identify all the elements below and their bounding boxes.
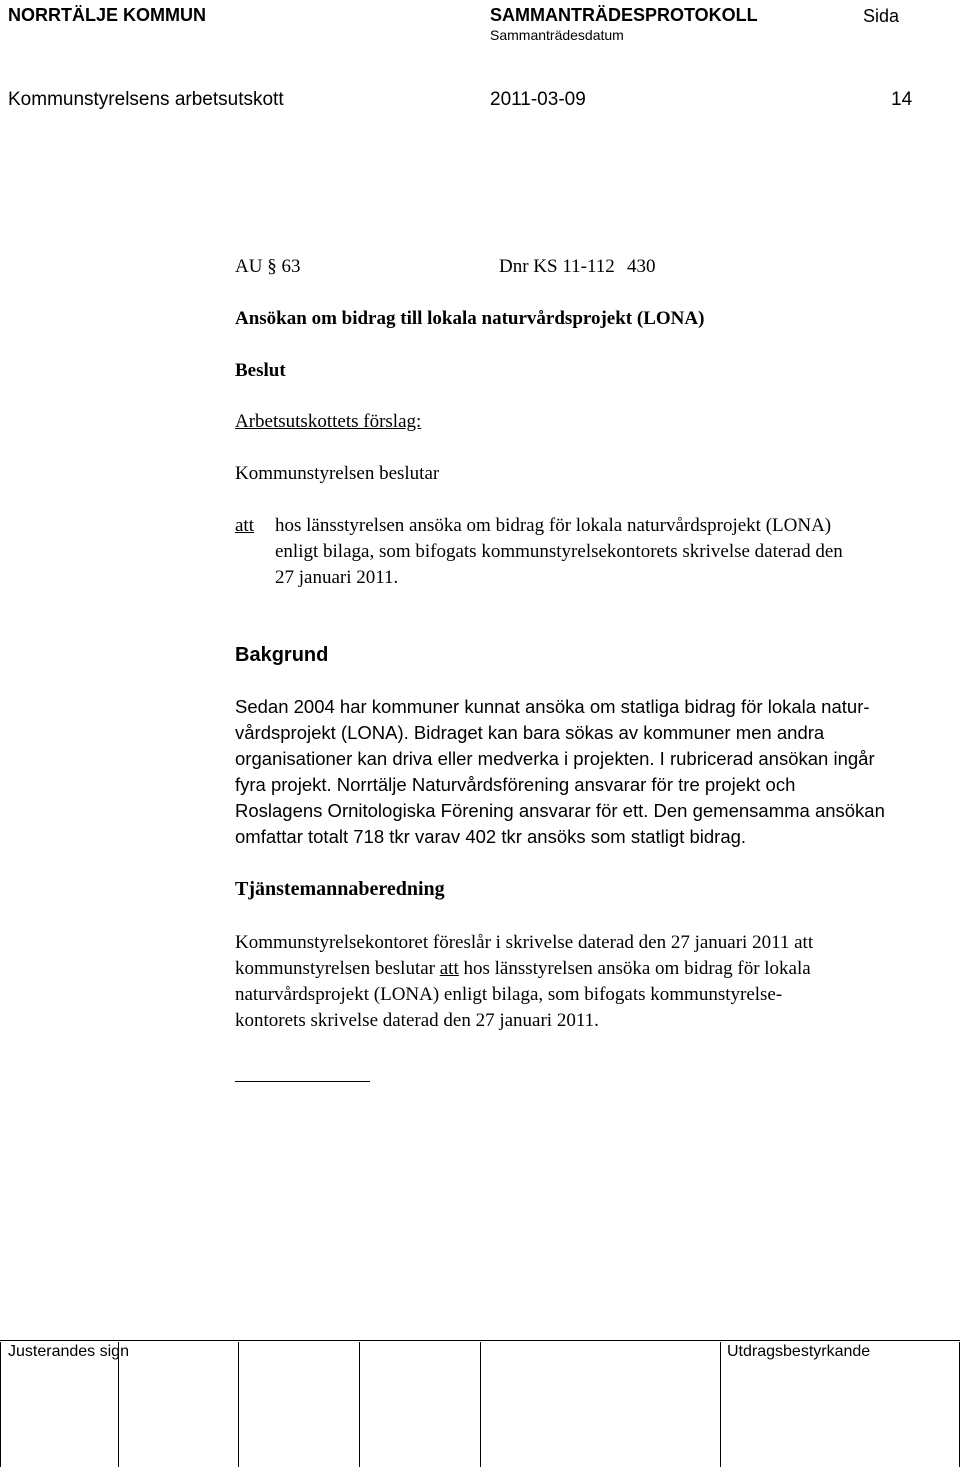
footer-divider	[118, 1342, 119, 1467]
background-text	[235, 694, 935, 850]
signature-label: Justerandes sign	[8, 1343, 129, 1360]
decision-line: enligt bilaga, som bifogats kommunstyrelsekontorets skrivelse daterad den	[275, 541, 843, 562]
separator-line	[235, 1081, 370, 1082]
footer-divider	[480, 1342, 481, 1467]
preparation-line: kontorets skrivelse daterad den 27 januari 2011.	[235, 1010, 599, 1031]
preparation-line	[235, 956, 935, 982]
decision-line: hos länsstyrelsen ansöka om bidrag för lokala naturvårdsprojekt (LONA)	[275, 515, 832, 536]
att-marker: att	[235, 515, 254, 536]
item-title: Ansökan om bidrag till lokala naturvårdsprojekt (LONA)	[235, 308, 705, 329]
background-line: omfattar totalt 718 tkr varav 402 tkr ansöks som statligt bidrag.	[235, 826, 747, 847]
decision-line: 27 januari 2011.	[275, 567, 399, 588]
footer-divider	[359, 1342, 360, 1467]
proposal-heading: Arbetsutskottets förslag:	[235, 411, 422, 432]
background-line: organisationer kan driva eller medverka i projekten. I rubricerad ansökan ingår	[235, 748, 875, 769]
background-line: fyra projekt. Norrtälje Naturvårdsförening ansvarar för tre projekt och	[235, 774, 796, 795]
footer-top-border	[0, 1340, 960, 1341]
paragraph-prefix: AU	[235, 256, 263, 277]
meeting-date-label: Sammanträdesdatum	[490, 27, 624, 43]
protocol-title: SAMMANTRÄDESPROTOKOLL	[490, 5, 758, 25]
footer-left-border	[0, 1342, 1, 1467]
footer-divider	[720, 1342, 721, 1467]
page-label: Sida	[863, 6, 900, 26]
decision-statement: Kommunstyrelsen beslutar	[235, 463, 440, 484]
preparation-line: naturvårdsprojekt (LONA) enligt bilaga, som bifogats kommunstyrelse-	[235, 984, 783, 1005]
page-number: 14	[891, 89, 913, 110]
paragraph-number	[235, 254, 300, 280]
section-symbol: §	[267, 256, 277, 277]
background-line: Sedan 2004 har kommuner kunnat ansöka om statliga bidrag för lokala natur-	[235, 696, 870, 717]
case-code: 430	[627, 256, 656, 277]
case-number: Dnr KS 11-112	[499, 256, 615, 277]
background-line: Roslagens Ornitologiska Förening ansvarar för ett. Den gemensamma ansökan	[235, 800, 885, 821]
decision-text	[275, 513, 843, 591]
committee-name: Kommunstyrelsens arbetsutskott	[8, 89, 284, 110]
paragraph-value: 63	[281, 256, 301, 277]
preparation-heading: Tjänstemannaberedning	[235, 878, 445, 900]
certification-label: Utdragsbestyrkande	[727, 1343, 871, 1360]
preparation-line: Kommunstyrelsekontoret föreslår i skrivelse daterad den 27 januari 2011 att	[235, 932, 814, 953]
municipality-name: NORRTÄLJE KOMMUN	[8, 5, 206, 25]
background-heading: Bakgrund	[235, 644, 329, 666]
background-line: vårdsprojekt (LONA). Bidraget kan bara sökas av kommuner men andra	[235, 722, 825, 743]
preparation-text-part: kommunstyrelsen beslutar	[235, 958, 440, 979]
meeting-date: 2011-03-09	[490, 89, 586, 110]
att-marker: att	[439, 958, 459, 979]
footer-divider	[238, 1342, 239, 1467]
preparation-text	[235, 930, 935, 1034]
decision-heading: Beslut	[235, 360, 286, 381]
preparation-text-part: hos länsstyrelsen ansöka om bidrag för lokala	[458, 958, 811, 979]
